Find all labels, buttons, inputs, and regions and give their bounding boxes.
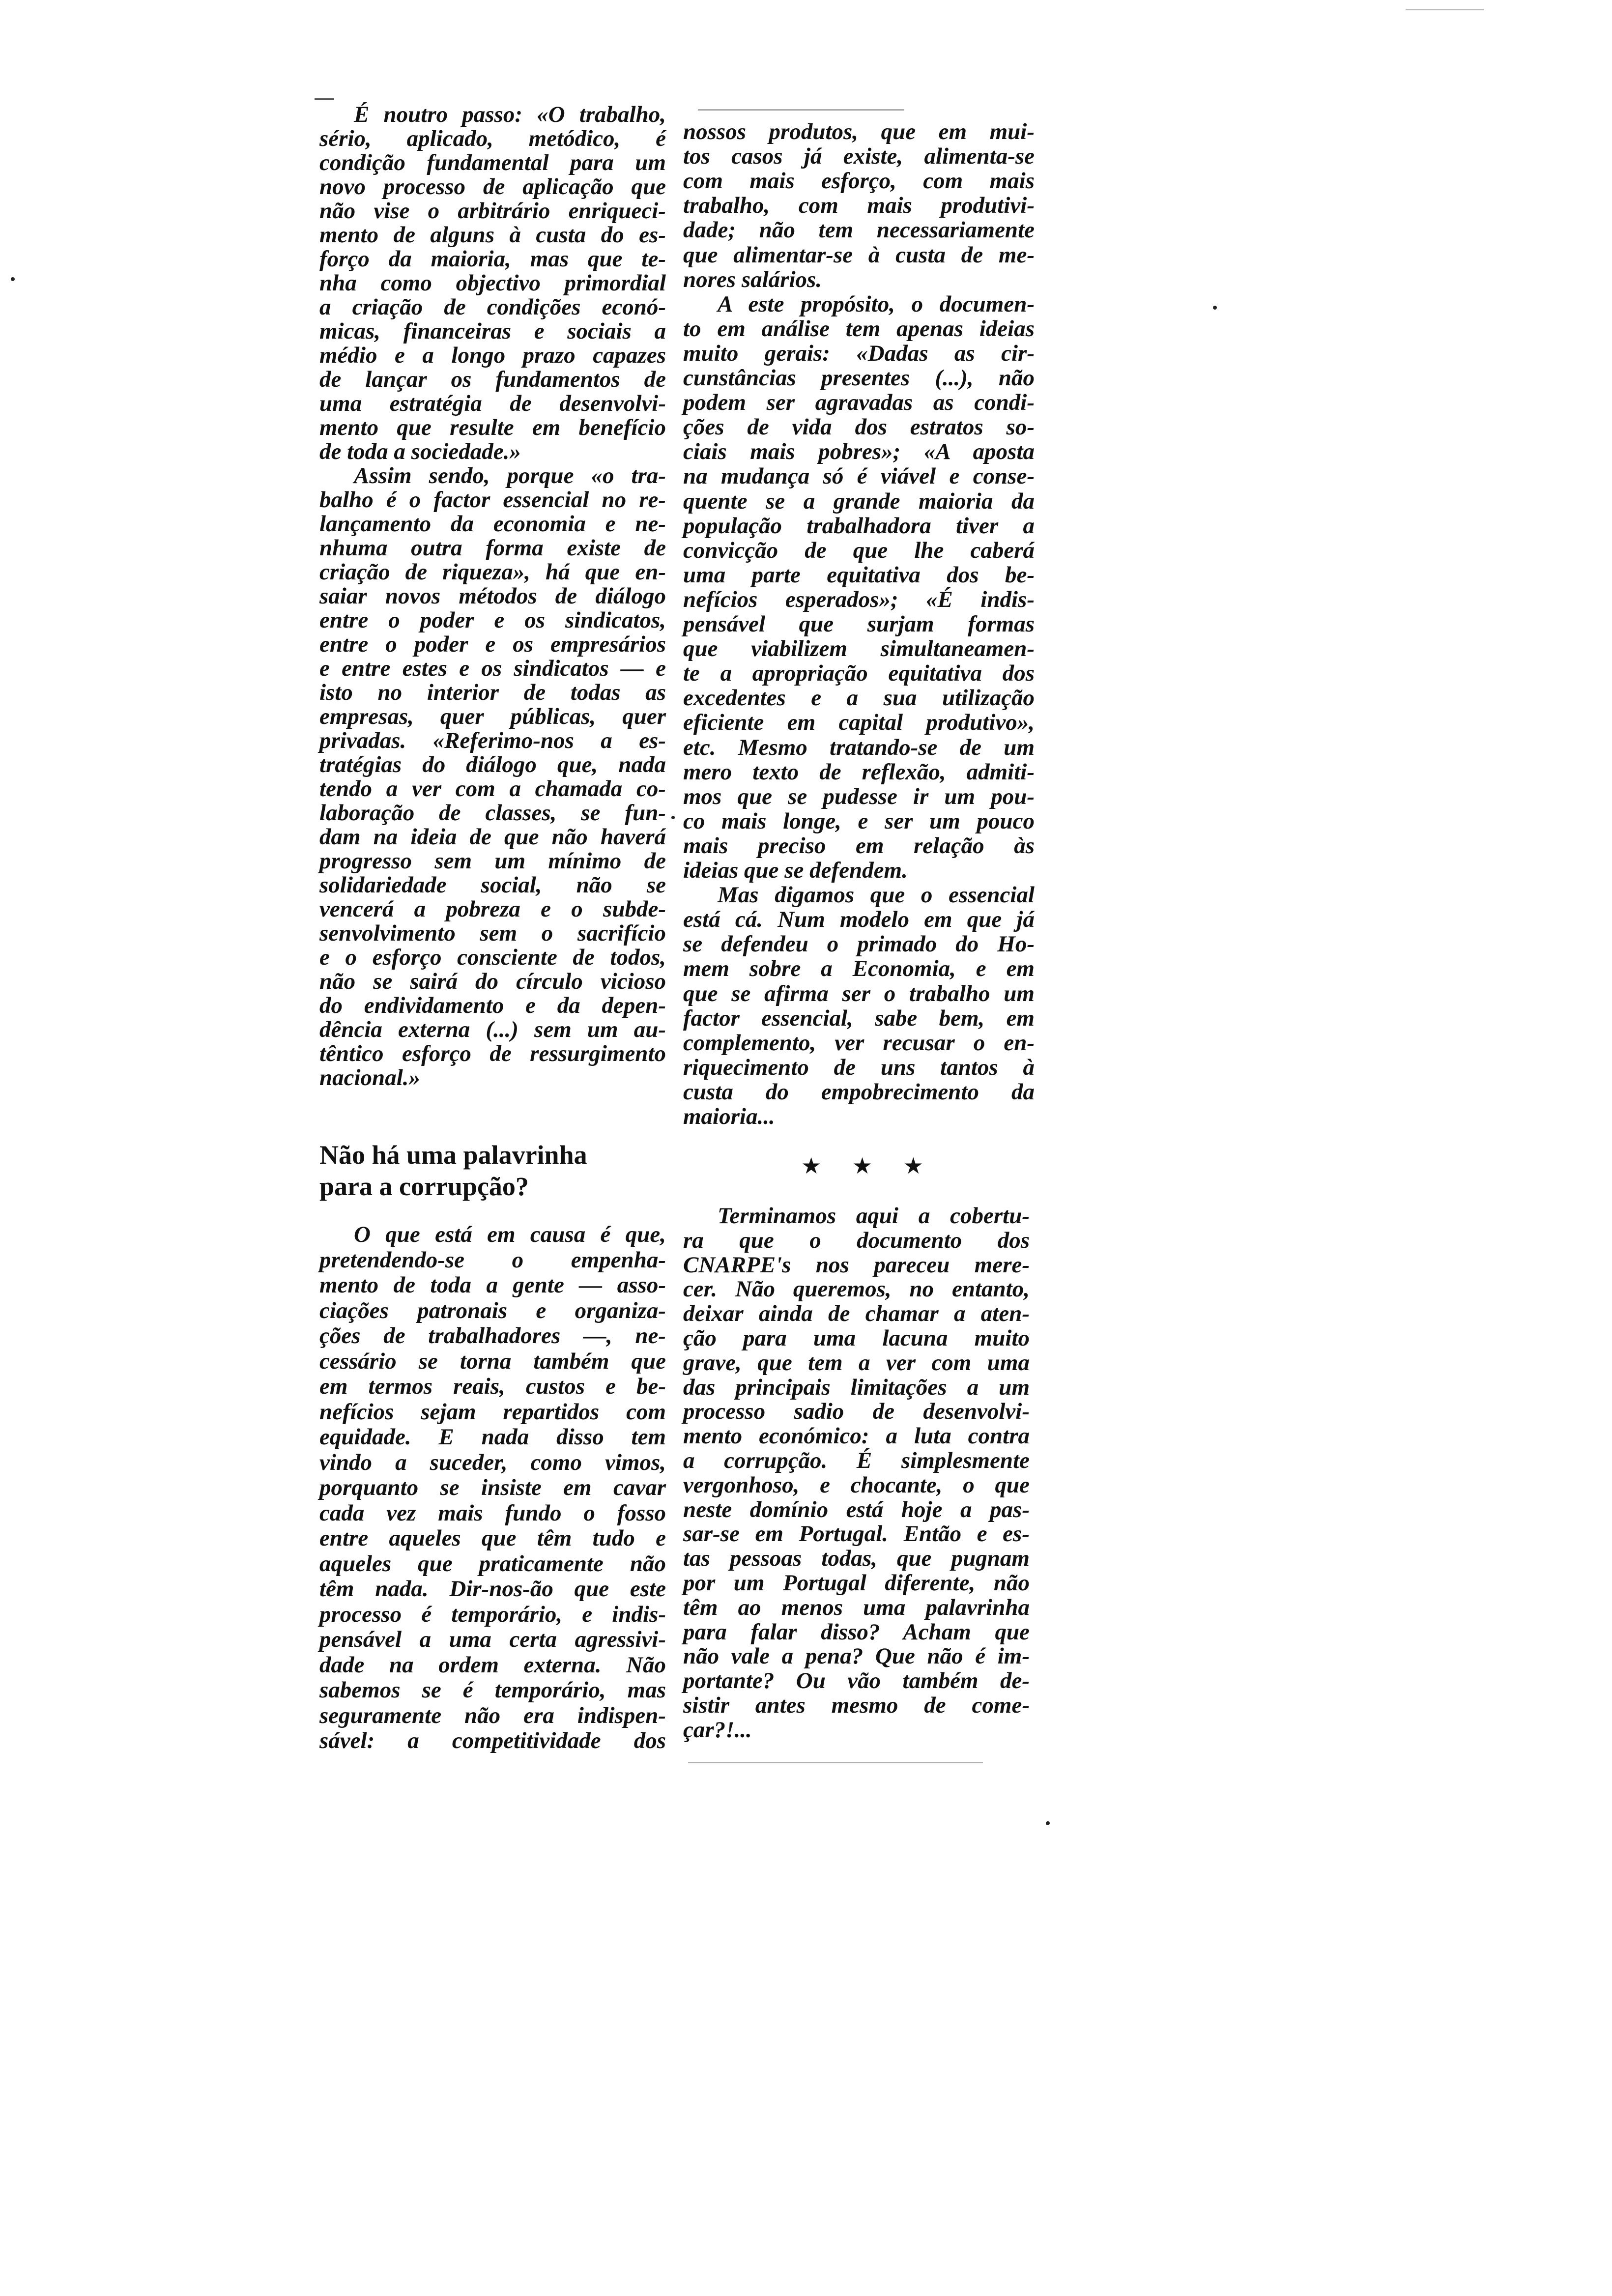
scan-speck (1213, 306, 1217, 310)
text-line: médio e a longo prazo capazes (319, 343, 666, 368)
text-line: sar-se em Portugal. Então e es- (683, 1521, 1030, 1547)
text-line: condição fundamental para um (319, 150, 666, 175)
text-line: neste domínio está hoje a pas- (683, 1496, 1030, 1522)
scan-speck (1046, 1821, 1050, 1825)
text-line: empresas, quer públicas, quer (319, 704, 666, 729)
text-line: ciações patronais e organiza- (319, 1297, 666, 1323)
text-line: está cá. Num modelo em que já (683, 907, 1035, 933)
text-line: micas, financeiras e sociais a (319, 318, 666, 344)
text-line: pensável que surjam formas (683, 611, 1035, 637)
text-line: ideias que se defendem. (683, 858, 908, 883)
text-line: aqueles que praticamente não (319, 1550, 666, 1577)
text-line: na mudança só é viável e conse- (683, 463, 1035, 489)
text-line: criação de riqueza», há que en- (319, 559, 666, 585)
text-line: em termos reais, custos e be- (319, 1374, 666, 1399)
text-line: entre aqueles que têm tudo e (319, 1525, 666, 1551)
scan-streak (315, 98, 334, 100)
text-line: privadas. «Referimo-nos a es- (319, 728, 666, 753)
text-line: senvolvimento sem o sacrifício (319, 920, 666, 946)
text-line: balho é o factor essencial no re- (319, 487, 666, 513)
scan-streak (688, 1762, 983, 1763)
text-line: saiar novos métodos de diálogo (319, 583, 666, 609)
text-line: de lançar os fundamentos de (319, 367, 666, 392)
text-line: ções de vida dos estratos so- (683, 414, 1035, 440)
text-line: mem sobre a Economia, e em (683, 956, 1035, 982)
text-line: progresso sem um mínimo de (319, 848, 666, 874)
text-line: nacional.» (319, 1065, 421, 1091)
text-line: É noutro passo: «O trabalho, (354, 102, 666, 127)
text-line: A este propósito, o documen- (718, 291, 1035, 317)
text-line: pensável a uma certa agressivi- (319, 1627, 666, 1652)
text-line: ções de trabalhadores —, ne- (319, 1323, 666, 1349)
text-line: O que está em causa é que, (354, 1222, 666, 1247)
text-line: a criação de condições econó- (319, 294, 666, 320)
text-line: têntico esforço de ressurgimento (319, 1041, 666, 1066)
scan-streak (1406, 9, 1484, 10)
text-line: sério, aplicado, metódico, é (319, 126, 666, 151)
text-line: cada vez mais fundo o fosso (319, 1500, 666, 1526)
text-line: mento de toda a gente — asso- (319, 1272, 666, 1298)
text-line: pretendendo-se o empenha- (319, 1247, 666, 1273)
text-line: das principais limitações a um (683, 1374, 1030, 1400)
text-line: do endividamento e da depen- (319, 993, 666, 1018)
text-line: tratégias do diálogo que, nada (319, 752, 666, 777)
text-line: nefícios esperados»; «É indis- (683, 586, 1035, 612)
text-line: Terminamos aqui a cobertu- (718, 1203, 1030, 1229)
text-line: factor essencial, sabe bem, em (683, 1005, 1035, 1031)
text-line: entre o poder e os sindicatos, (319, 607, 666, 633)
text-line: custa do empobrecimento da (683, 1079, 1035, 1105)
text-line: uma estratégia de desenvolvi- (319, 391, 666, 416)
text-line: mento que resulte em benefício (319, 415, 666, 440)
text-line: dade; não tem necessariamente (683, 217, 1035, 243)
text-line: nossos produtos, que em mui- (683, 119, 1035, 144)
text-line: mero texto de reflexão, admiti- (683, 759, 1035, 785)
text-line: vergonhoso, e chocante, o que (683, 1472, 1030, 1498)
text-line: de toda a sociedade.» (319, 439, 521, 464)
text-line: forço da maioria, mas que te- (319, 246, 666, 272)
text-line: por um Portugal diferente, não (683, 1570, 1030, 1596)
text-line: te a apropriação equitativa dos (683, 660, 1035, 687)
text-line: quente se a grande maioria da (683, 488, 1035, 514)
text-line: tendo a ver com a chamada co- (319, 776, 666, 802)
text-line: população trabalhadora tiver a (683, 513, 1035, 539)
text-line: ra que o documento dos (683, 1227, 1030, 1253)
text-line: solidariedade social, não se (319, 872, 666, 898)
text-line: isto no interior de todas as (319, 680, 666, 705)
text-line: não vale a pena? Que não é im- (683, 1643, 1030, 1669)
text-line: nhuma outra forma existe de (319, 535, 666, 561)
text-line: podem ser agravadas as condi- (683, 390, 1035, 416)
text-line: grave, que tem a ver com uma (683, 1349, 1030, 1376)
text-line: equidade. E nada disso tem (319, 1424, 666, 1450)
text-line: Mas digamos que o essencial (718, 882, 1035, 908)
text-line: etc. Mesmo tratando-se de um (683, 734, 1035, 760)
text-line: porquanto se insiste em cavar (319, 1475, 666, 1500)
text-line: eficiente em capital produtivo», (683, 710, 1035, 736)
text-line: cunstâncias presentes (...), não (683, 365, 1035, 391)
text-line: têm ao menos uma palavrinha (683, 1594, 1030, 1620)
text-line: não vise o arbitrário enriqueci- (319, 198, 666, 224)
text-line: sistir antes mesmo de come- (683, 1693, 1030, 1718)
scan-speck (671, 816, 675, 819)
text-line: sabemos se é temporário, mas (319, 1677, 666, 1703)
text-line: ção para uma lacuna muito (683, 1325, 1030, 1351)
text-line: co mais longe, e ser um pouco (683, 808, 1035, 834)
text-line: lançamento da economia e ne- (319, 511, 666, 537)
subheading-line: para a corrupção? (319, 1172, 529, 1201)
text-line: cessário se torna também que (319, 1348, 666, 1374)
text-line: dade na ordem externa. Não (319, 1652, 666, 1678)
text-line: nha como objectivo primordial (319, 270, 666, 296)
text-line: se defendeu o primado do Ho- (683, 931, 1035, 957)
text-line: dam na ideia de que não haverá (319, 824, 666, 850)
text-line: mento económico: a luta contra (683, 1423, 1030, 1449)
text-line: e o esforço consciente de todos, (319, 945, 666, 970)
text-line: não se sairá do círculo vicioso (319, 969, 666, 994)
text-line: Assim sendo, porque «o tra- (354, 463, 666, 488)
text-line: vindo a suceder, como vimos, (319, 1449, 666, 1475)
text-line: cer. Não queremos, no entanto, (683, 1276, 1030, 1302)
text-line: tas pessoas todas, que pugnam (683, 1546, 1030, 1572)
text-line: maioria... (683, 1104, 775, 1129)
text-line: riquecimento de uns tantos à (683, 1054, 1035, 1080)
text-line: processo é temporário, e indis- (319, 1601, 666, 1627)
text-line: nefícios sejam repartidos com (319, 1399, 666, 1425)
text-line: CNARPE's nos pareceu mere- (683, 1252, 1030, 1278)
text-line: portante? Ou vão também de- (683, 1668, 1030, 1694)
text-line: trabalho, com mais produtivi- (683, 193, 1035, 219)
scan-streak (698, 109, 904, 111)
text-line: nores salários. (683, 266, 822, 292)
text-line: ciais mais pobres»; «A aposta (683, 439, 1035, 465)
text-line: a corrupção. É simplesmente (683, 1448, 1030, 1473)
text-line: novo processo de aplicação que (319, 174, 666, 200)
text-line: deixar ainda de chamar a aten- (683, 1301, 1030, 1327)
text-line: com mais esforço, com mais (683, 168, 1035, 194)
subheading (319, 1139, 673, 1202)
text-line: entre o poder e os empresários (319, 631, 666, 657)
text-line: muito gerais: «Dadas as cir- (683, 340, 1035, 366)
text-line: dência externa (...) sem um au- (319, 1017, 666, 1042)
scan-speck (11, 277, 15, 281)
text-line: seguramente não era indispen- (319, 1702, 666, 1728)
text-line: mos que se pudesse ir um pou- (683, 783, 1035, 809)
text-line: excedentes e a sua utilização (683, 685, 1035, 711)
text-line: tos casos já existe, alimenta-se (683, 144, 1035, 170)
subheading-line: Não há uma palavrinha (319, 1140, 587, 1170)
text-line: que se afirma ser o trabalho um (683, 980, 1035, 1006)
text-line: uma parte equitativa dos be- (683, 562, 1035, 588)
text-line: mais preciso em relação às (683, 832, 1035, 859)
text-line: convicção de que lhe caberá (683, 537, 1035, 563)
text-line: complemento, ver recusar o en- (683, 1030, 1035, 1056)
section-separator-stars: ★ ★ ★ (801, 1152, 935, 1179)
text-line: mento de alguns à custa do es- (319, 222, 666, 248)
text-line: vencerá a pobreza e o subde- (319, 896, 666, 922)
text-line: para falar disso? Acham que (683, 1619, 1030, 1645)
text-line: laboração de classes, se fun- (319, 800, 666, 826)
text-line: to em análise tem apenas ideias (683, 316, 1035, 342)
text-line: çar?!... (683, 1717, 752, 1743)
text-line: que viabilizem simultaneamen- (683, 636, 1035, 662)
text-line: que alimentar-se à custa de me- (683, 242, 1035, 268)
text-line: processo sadio de desenvolvi- (683, 1399, 1030, 1425)
text-line: e entre estes e os sindicatos — e (319, 656, 666, 681)
text-line: têm nada. Dir-nos-ão que este (319, 1576, 666, 1602)
text-line: sável: a competitividade dos (319, 1728, 666, 1753)
